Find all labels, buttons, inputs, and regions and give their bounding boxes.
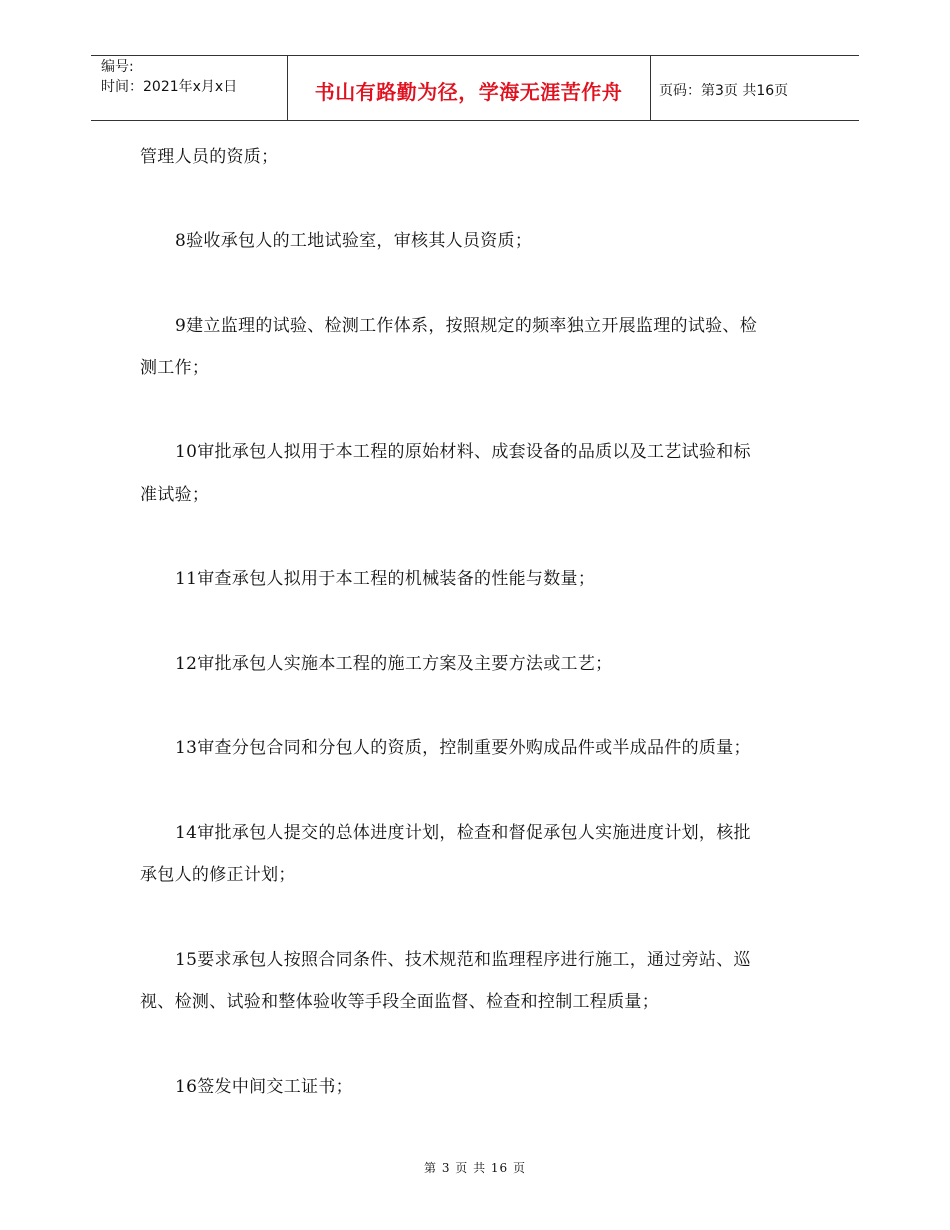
time-label: 时间：2021年x月x日	[101, 79, 238, 95]
paragraph-line: 管理人员的资质；	[140, 147, 279, 167]
paragraph-line: 16签发中间交工证书；	[175, 1077, 353, 1097]
header-top-rule	[91, 55, 859, 56]
paragraph-line: 测工作；	[140, 358, 210, 378]
paragraph-line: 承包人的修正计划；	[140, 865, 296, 885]
paragraph-line: 视、检测、试验和整体验收等手段全面监督、检查和控制工程质量；	[140, 992, 659, 1012]
page-footer: 第 3 页 共 16 页	[424, 1161, 526, 1175]
header-meta	[101, 57, 237, 97]
header-bottom-rule	[91, 120, 859, 121]
paragraph-line: 12审批承包人实施本工程的施工方案及主要方法或工艺；	[175, 654, 613, 674]
paragraph-line: 13审查分包合同和分包人的资质，控制重要外购成品件或半成品件的质量；	[175, 738, 751, 758]
header-motto: 书山有路勤为径，学海无涯苦作舟	[314, 80, 623, 104]
header-page-number: 页码：第3页 共16页	[659, 83, 789, 99]
paragraph-line: 准试验；	[140, 485, 210, 505]
paragraph-line: 8验收承包人的工地试验室，审核其人员资质；	[175, 231, 533, 251]
paragraph-line: 9建立监理的试验、检测工作体系，按照规定的频率独立开展监理的试验、检	[175, 316, 758, 336]
paragraph-line: 15要求承包人按照合同条件、技术规范和监理程序进行施工，通过旁站、巡	[175, 950, 751, 970]
serial-label: 编号:	[101, 59, 134, 75]
paragraph-line: 10审批承包人拟用于本工程的原始材料、成套设备的品质以及工艺试验和标	[175, 442, 751, 462]
paragraph-line: 11审查承包人拟用于本工程的机械装备的性能与数量；	[175, 569, 596, 589]
header-divider-right	[650, 55, 651, 121]
paragraph-line: 14审批承包人提交的总体进度计划，检查和督促承包人实施进度计划，核批	[175, 823, 751, 843]
